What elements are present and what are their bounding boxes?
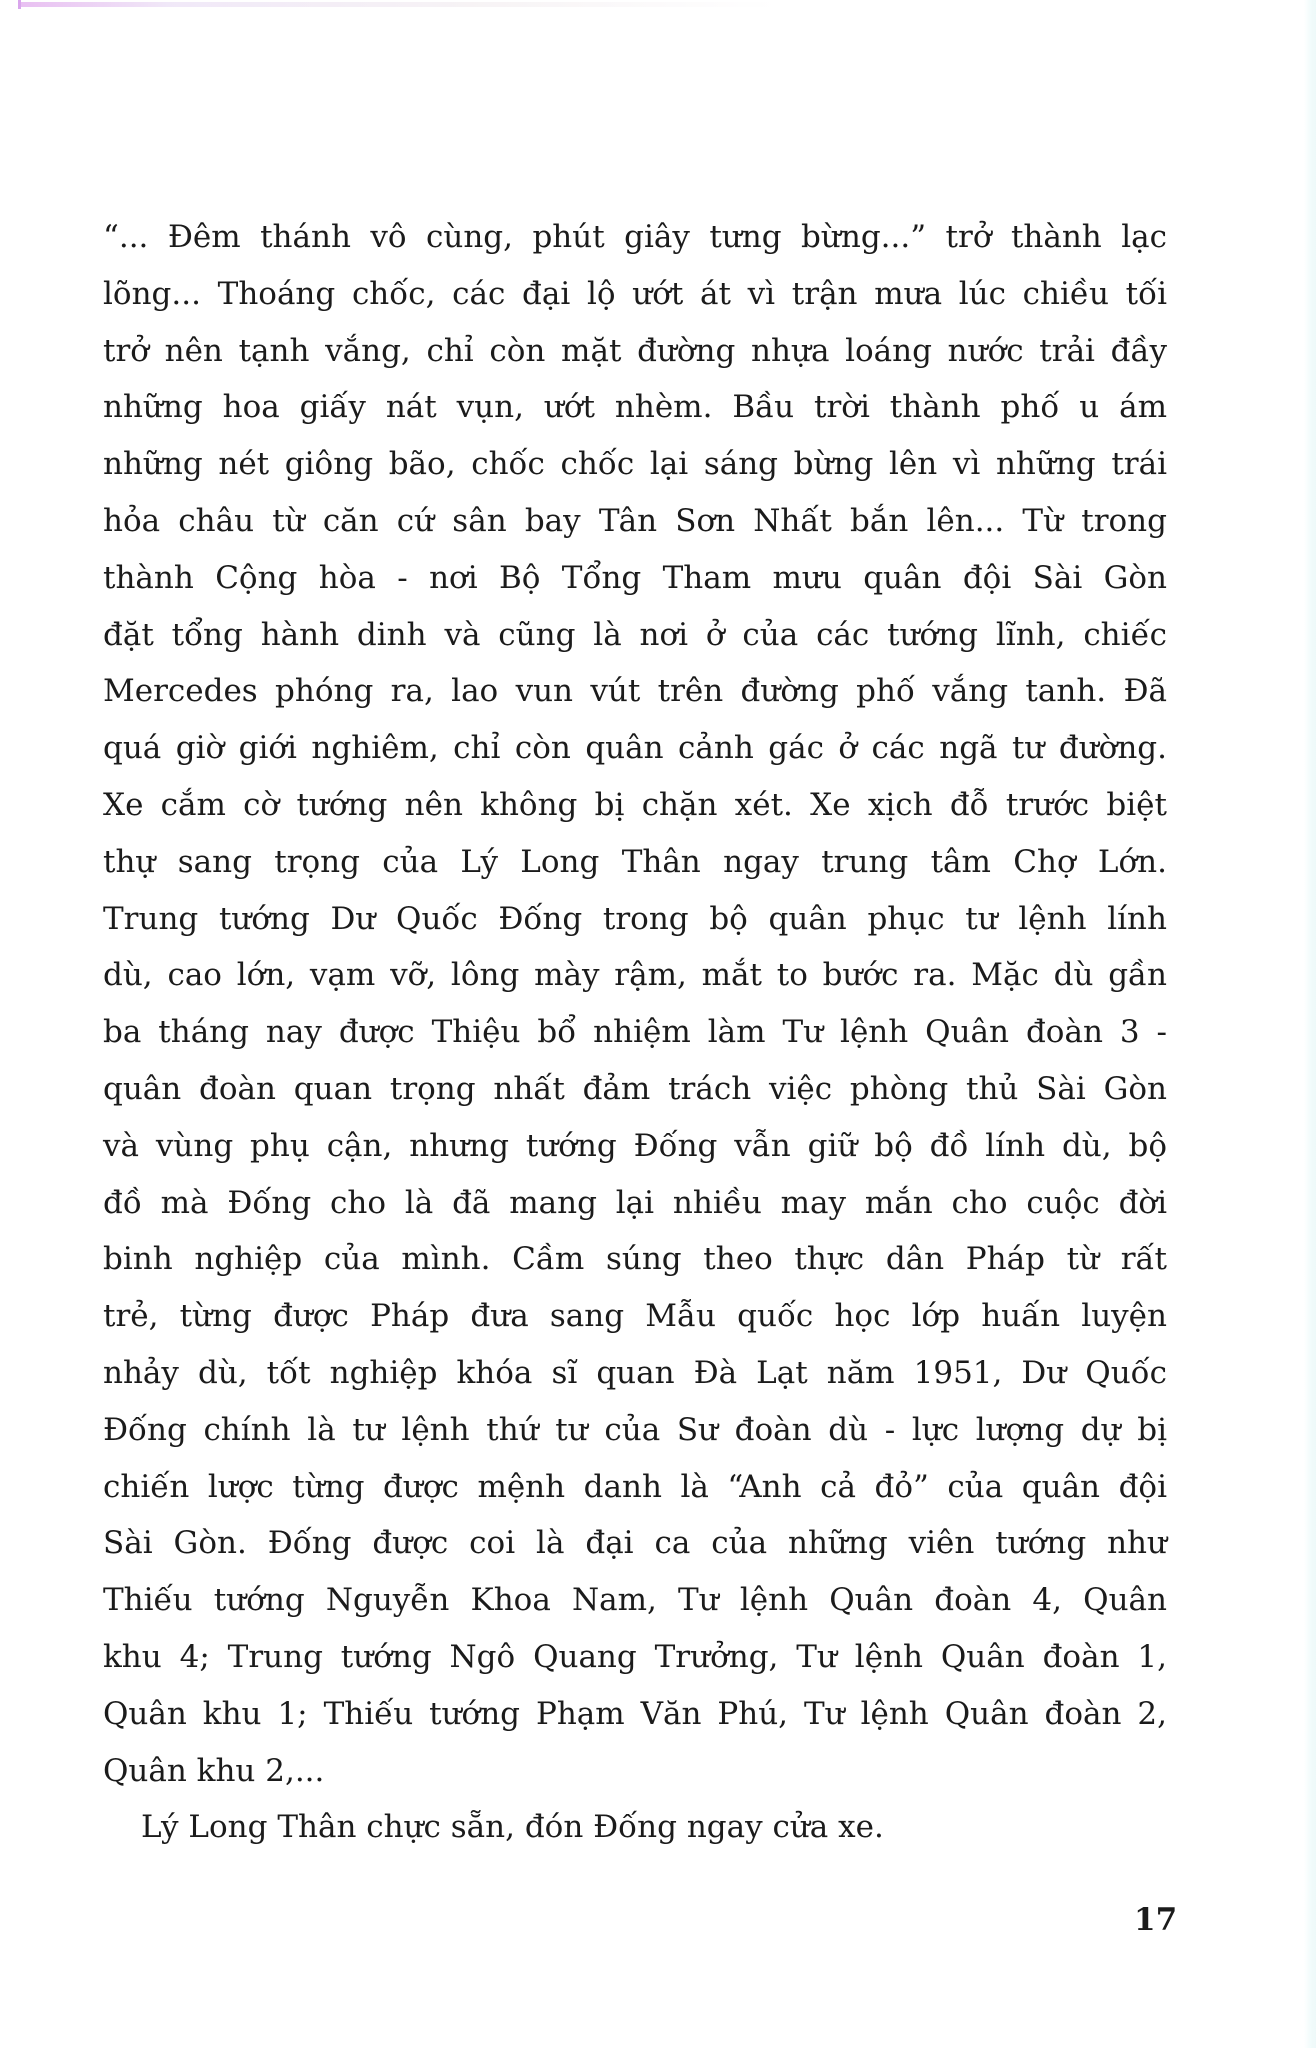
text-line: đặt tổng hành dinh và cũng là nơi ở của các tướng lĩnh, chiếc [103,616,1167,653]
scan-artifact-top-strip [18,2,778,7]
text-line: Mercedes phóng ra, lao vun vút trên đường phố vắng tanh. Đã [103,673,1167,710]
text-line: binh nghiệp của mình. Cầm súng theo thực dân Pháp từ rất [103,1241,1167,1278]
text-line: thự sang trọng của Lý Long Thân ngay trung tâm Chợ Lớn. [103,843,1167,880]
text-line: Đống chính là tư lệnh thứ tư của Sư đoàn dù - lực lượng dự bị [103,1411,1167,1448]
paragraph-2 [103,1799,1167,1856]
text-line: lõng... Thoáng chốc, các đại lộ ướt át vì trận mưa lúc chiều tối [103,275,1167,312]
text-line: trẻ, từng được Pháp đưa sang Mẫu quốc học lớp huấn luyện [103,1298,1167,1335]
text-line: hỏa châu từ căn cứ sân bay Tân Sơn Nhất bắn lên... Từ trong [103,502,1167,539]
text-line: trở nên tạnh vắng, chỉ còn mặt đường nhựa loáng nước trải đầy [103,332,1167,369]
text-line: nhảy dù, tốt nghiệp khóa sĩ quan Đà Lạt năm 1951, Dư Quốc [103,1354,1167,1391]
text-line-paragraph-end: Quân khu 2,... [103,1752,325,1789]
text-line: dù, cao lớn, vạm vỡ, lông mày rậm, mắt to bước ra. Mặc dù gần [103,957,1167,994]
text-line: đồ mà Đống cho là đã mang lại nhiều may mắn cho cuộc đời [103,1184,1167,1221]
text-line-paragraph-end: Lý Long Thân chực sẵn, đón Đống ngay cửa xe. [141,1809,884,1846]
text-line: những nét giông bão, chốc chốc lại sáng bừng lên vì những trái [103,446,1167,483]
text-line: chiến lược từng được mệnh danh là “Anh cả đỏ” của quân đội [103,1468,1167,1505]
text-line: Xe cắm cờ tướng nên không bị chặn xét. Xe xịch đỗ trước biệt [103,786,1167,823]
text-line: Thiếu tướng Nguyễn Khoa Nam, Tư lệnh Quân đoàn 4, Quân [103,1582,1167,1619]
paragraph-1 [103,209,1167,1799]
scan-artifact-right-edge [1304,0,1316,2048]
text-line: Trung tướng Dư Quốc Đống trong bộ quân phục tư lệnh lính [103,900,1167,937]
scan-artifact-top-edge [18,0,21,9]
text-line: Sài Gòn. Đống được coi là đại ca của những viên tướng như [103,1525,1167,1562]
text-line: ba tháng nay được Thiệu bổ nhiệm làm Tư lệnh Quân đoàn 3 - [103,1014,1167,1051]
text-line: khu 4; Trung tướng Ngô Quang Trưởng, Tư lệnh Quân đoàn 1, [103,1638,1167,1675]
text-line: và vùng phụ cận, nhưng tướng Đống vẫn giữ bộ đồ lính dù, bộ [103,1127,1167,1164]
text-line: quá giờ giới nghiêm, chỉ còn quân cảnh gác ở các ngã tư đường. [103,730,1167,767]
text-line: “... Đêm thánh vô cùng, phút giây tưng bừng...” trở thành lạc [103,219,1167,255]
body-text [103,209,1167,1856]
text-line: những hoa giấy nát vụn, ướt nhèm. Bầu trời thành phố u ám [103,389,1167,426]
text-line: Quân khu 1; Thiếu tướng Phạm Văn Phú, Tư lệnh Quân đoàn 2, [103,1695,1167,1732]
text-line: thành Cộng hòa - nơi Bộ Tổng Tham mưu quân đội Sài Gòn [103,559,1167,596]
page-number: 17 [1134,1902,1178,1938]
text-line: quân đoàn quan trọng nhất đảm trách việc phòng thủ Sài Gòn [103,1070,1167,1107]
